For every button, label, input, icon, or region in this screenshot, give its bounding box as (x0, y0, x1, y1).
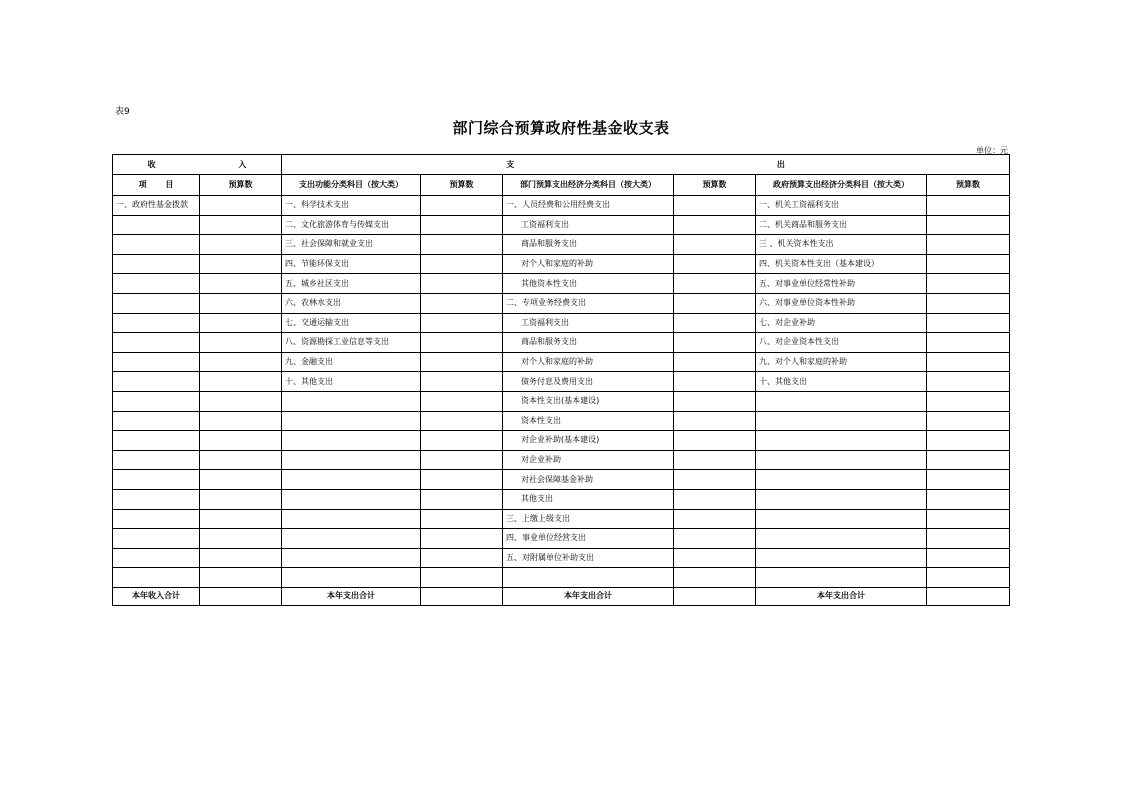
func-budget-cell (421, 548, 503, 568)
col-header-item: 项 目 (113, 175, 200, 196)
income-budget-cell (200, 372, 282, 392)
col-header-budget-3: 预算数 (674, 175, 756, 196)
income-budget-cell (200, 274, 282, 294)
dept-budget-cell (674, 254, 756, 274)
income-item-cell: 一、政府性基金拨款 (113, 196, 200, 216)
func-budget-cell (421, 372, 503, 392)
income-item-cell (113, 391, 200, 411)
gov-item-cell (756, 391, 927, 411)
table-row (113, 450, 1010, 470)
gov-budget-cell (927, 235, 1010, 255)
gov-item-cell: 一、机关工资福利支出 (756, 196, 927, 216)
func-item-cell: 四、节能环保支出 (282, 254, 421, 274)
func-item-cell: 六、农林水支出 (282, 293, 421, 313)
table-row (113, 333, 1010, 353)
dept-budget-cell (674, 529, 756, 549)
dept-item-cell: 二、专项业务经费支出 (503, 293, 674, 313)
gov-item-cell: 八、对企业资本性支出 (756, 333, 927, 353)
dept-total-label: 本年支出合计 (503, 587, 674, 605)
func-budget-cell (421, 489, 503, 509)
gov-budget-cell (927, 450, 1010, 470)
gov-budget-cell (927, 509, 1010, 529)
func-budget-cell (421, 293, 503, 313)
table-row (113, 529, 1010, 549)
dept-budget-cell (674, 470, 756, 490)
gov-budget-cell (927, 196, 1010, 216)
gov-item-cell (756, 529, 927, 549)
func-item-cell (282, 450, 421, 470)
func-budget-cell (421, 274, 503, 294)
dept-item-cell: 其他支出 (503, 489, 674, 509)
dept-item-cell: 债务付息及费用支出 (503, 372, 674, 392)
dept-budget-cell (674, 313, 756, 333)
dept-budget-cell (674, 450, 756, 470)
table-row (113, 509, 1010, 529)
income-item-cell (113, 274, 200, 294)
func-item-cell: 五、城乡社区支出 (282, 274, 421, 294)
table-row (113, 470, 1010, 490)
dept-budget-cell (674, 391, 756, 411)
unit-label: 单位：元 (976, 146, 1008, 155)
gov-item-cell (756, 470, 927, 490)
func-item-cell: 七、交通运输支出 (282, 313, 421, 333)
income-budget-cell (200, 313, 282, 333)
dept-item-cell: 其他资本性支出 (503, 274, 674, 294)
dept-budget-cell (674, 489, 756, 509)
dept-budget-cell (674, 274, 756, 294)
income-budget-cell (200, 333, 282, 353)
table-row (113, 372, 1010, 392)
func-item-cell (282, 568, 421, 588)
income-budget-cell (200, 489, 282, 509)
income-item-cell (113, 450, 200, 470)
gov-budget-cell (927, 293, 1010, 313)
gov-item-cell (756, 568, 927, 588)
gov-budget-cell (927, 411, 1010, 431)
gov-budget-cell (927, 313, 1010, 333)
func-item-cell (282, 470, 421, 490)
table-row (113, 196, 1010, 216)
dept-item-cell: 资本性支出 (503, 411, 674, 431)
func-budget-cell (421, 411, 503, 431)
func-item-cell (282, 509, 421, 529)
func-budget-cell (421, 470, 503, 490)
func-item-cell (282, 431, 421, 451)
dept-budget-cell (674, 293, 756, 313)
gov-budget-cell (927, 254, 1010, 274)
func-budget-cell (421, 529, 503, 549)
dept-item-cell: 资本性支出(基本建设) (503, 391, 674, 411)
gov-total-label: 本年支出合计 (756, 587, 927, 605)
dept-budget-cell (674, 372, 756, 392)
column-header-row (113, 175, 1010, 196)
col-header-budget-4: 预算数 (927, 175, 1010, 196)
gov-budget-cell (927, 333, 1010, 353)
table-row (113, 411, 1010, 431)
col-header-func-class: 支出功能分类科目（按大类） (282, 175, 421, 196)
gov-budget-cell (927, 391, 1010, 411)
dept-budget-cell (674, 568, 756, 588)
gov-budget-cell (927, 529, 1010, 549)
income-item-cell (113, 372, 200, 392)
func-total-value (421, 587, 503, 605)
gov-budget-cell (927, 568, 1010, 588)
dept-budget-cell (674, 196, 756, 216)
func-budget-cell (421, 313, 503, 333)
income-item-cell (113, 509, 200, 529)
func-budget-cell (421, 196, 503, 216)
gov-budget-cell (927, 431, 1010, 451)
col-header-budget-1: 预算数 (200, 175, 282, 196)
table-row (113, 313, 1010, 333)
income-budget-cell (200, 391, 282, 411)
income-budget-cell (200, 235, 282, 255)
income-item-cell (113, 313, 200, 333)
gov-item-cell: 七、对企业补助 (756, 313, 927, 333)
income-item-cell (113, 489, 200, 509)
table-row (113, 254, 1010, 274)
income-item-cell (113, 411, 200, 431)
func-budget-cell (421, 431, 503, 451)
gov-item-cell (756, 431, 927, 451)
dept-item-cell: 对企业补助 (503, 450, 674, 470)
func-item-cell (282, 391, 421, 411)
func-budget-cell (421, 254, 503, 274)
col-header-gov-econ: 政府预算支出经济分类科目（按大类） (756, 175, 927, 196)
func-item-cell: 八、资源勘探工业信息等支出 (282, 333, 421, 353)
dept-item-cell: 商品和服务支出 (503, 333, 674, 353)
income-group-header (113, 155, 282, 175)
table-row (113, 352, 1010, 372)
col-header-dept-econ: 部门预算支出经济分类科目（按大类） (503, 175, 674, 196)
table-row (113, 293, 1010, 313)
gov-item-cell (756, 450, 927, 470)
dept-item-cell: 四、事业单位经营支出 (503, 529, 674, 549)
dept-budget-cell (674, 411, 756, 431)
func-budget-cell (421, 391, 503, 411)
income-item-cell (113, 293, 200, 313)
income-budget-cell (200, 450, 282, 470)
gov-item-cell: 二、机关商品和服务支出 (756, 215, 927, 235)
gov-budget-cell (927, 489, 1010, 509)
func-item-cell: 三、社会保障和就业支出 (282, 235, 421, 255)
income-budget-cell (200, 411, 282, 431)
gov-item-cell: 十、其他支出 (756, 372, 927, 392)
gov-budget-cell (927, 274, 1010, 294)
dept-budget-cell (674, 235, 756, 255)
income-item-cell (113, 431, 200, 451)
income-item-cell (113, 529, 200, 549)
income-total-value (200, 587, 282, 605)
gov-item-cell: 三 、机关资本性支出 (756, 235, 927, 255)
func-item-cell (282, 411, 421, 431)
income-item-cell (113, 470, 200, 490)
table-row (113, 548, 1010, 568)
dept-item-cell: 五、对附属单位补助支出 (503, 548, 674, 568)
gov-item-cell (756, 489, 927, 509)
gov-budget-cell (927, 372, 1010, 392)
gov-budget-cell (927, 352, 1010, 372)
func-budget-cell (421, 450, 503, 470)
func-budget-cell (421, 235, 503, 255)
income-budget-cell (200, 352, 282, 372)
col-header-budget-2: 预算数 (421, 175, 503, 196)
dept-item-cell: 工资福利支出 (503, 313, 674, 333)
dept-budget-cell (674, 215, 756, 235)
expense-group-header (282, 155, 1010, 175)
func-item-cell: 十、其他支出 (282, 372, 421, 392)
gov-item-cell: 四、机关资本性支出（基本建设） (756, 254, 927, 274)
table-row (113, 431, 1010, 451)
dept-item-cell: 工资福利支出 (503, 215, 674, 235)
gov-item-cell: 五、对事业单位经常性补助 (756, 274, 927, 294)
gov-budget-cell (927, 470, 1010, 490)
func-item-cell: 二、文化旅游体育与传媒支出 (282, 215, 421, 235)
dept-item-cell: 商品和服务支出 (503, 235, 674, 255)
table-number: 表9 (115, 107, 130, 117)
gov-item-cell (756, 509, 927, 529)
income-budget-cell (200, 548, 282, 568)
income-item-cell (113, 548, 200, 568)
func-budget-cell (421, 509, 503, 529)
totals-row (113, 587, 1010, 605)
income-budget-cell (200, 529, 282, 549)
budget-table (112, 154, 1010, 606)
table-row (113, 274, 1010, 294)
dept-budget-cell (674, 333, 756, 353)
func-item-cell: 九、金融支出 (282, 352, 421, 372)
income-budget-cell (200, 254, 282, 274)
dept-item-cell: 对个人和家庭的补助 (503, 352, 674, 372)
income-budget-cell (200, 293, 282, 313)
dept-item-cell: 对社会保障基金补助 (503, 470, 674, 490)
dept-item-cell: 对企业补助(基本建设) (503, 431, 674, 451)
table-row (113, 215, 1010, 235)
func-budget-cell (421, 215, 503, 235)
dept-item-cell: 一、人员经费和公用经费支出 (503, 196, 674, 216)
income-item-cell (113, 352, 200, 372)
gov-budget-cell (927, 215, 1010, 235)
income-item-cell (113, 235, 200, 255)
gov-item-cell: 六、对事业单位资本性补助 (756, 293, 927, 313)
func-item-cell (282, 548, 421, 568)
income-item-cell (113, 254, 200, 274)
dept-total-value (674, 587, 756, 605)
func-item-cell (282, 529, 421, 549)
table-row (113, 568, 1010, 588)
dept-item-cell: 三、上缴上级支出 (503, 509, 674, 529)
gov-item-cell (756, 548, 927, 568)
table-row (113, 391, 1010, 411)
dept-item-cell: 对个人和家庭的补助 (503, 254, 674, 274)
income-budget-cell (200, 470, 282, 490)
income-budget-cell (200, 215, 282, 235)
table-row (113, 235, 1010, 255)
income-budget-cell (200, 196, 282, 216)
func-total-label: 本年支出合计 (282, 587, 421, 605)
func-budget-cell (421, 352, 503, 372)
income-budget-cell (200, 568, 282, 588)
income-total-label: 本年收入合计 (113, 587, 200, 605)
func-budget-cell (421, 333, 503, 353)
dept-budget-cell (674, 352, 756, 372)
expense-group-label: 支 出 (506, 159, 785, 169)
func-item-cell: 一、科学技术支出 (282, 196, 421, 216)
dept-budget-cell (674, 548, 756, 568)
func-item-cell (282, 489, 421, 509)
gov-item-cell: 九、对个人和家庭的补助 (756, 352, 927, 372)
gov-total-value (927, 587, 1010, 605)
gov-item-cell (756, 411, 927, 431)
dept-budget-cell (674, 509, 756, 529)
income-budget-cell (200, 509, 282, 529)
dept-budget-cell (674, 431, 756, 451)
income-item-cell (113, 568, 200, 588)
income-item-cell (113, 333, 200, 353)
table-row (113, 489, 1010, 509)
income-budget-cell (200, 431, 282, 451)
group-header-row (113, 155, 1010, 175)
income-item-cell (113, 215, 200, 235)
func-budget-cell (421, 568, 503, 588)
document-title: 部门综合预算政府性基金收支表 (452, 119, 670, 137)
gov-budget-cell (927, 548, 1010, 568)
dept-item-cell (503, 568, 674, 588)
income-group-label: 收 入 (147, 159, 247, 169)
